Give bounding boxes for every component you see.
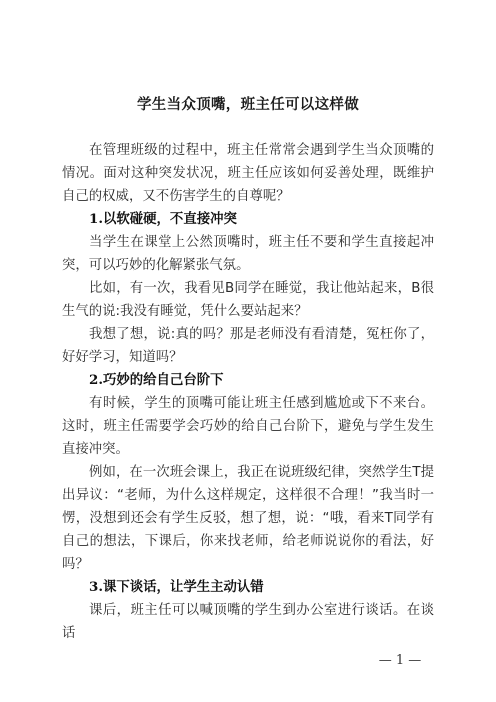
- paragraph: 课后，班主任可以喊顶嘴的学生到办公室进行谈话。在谈话: [62, 603, 434, 641]
- page-number: — 1 —: [378, 653, 422, 668]
- paragraph: 当学生在课堂上公然顶嘴时，班主任不要和学生直接起冲突，可以巧妙的化解紧张气氛。: [62, 235, 434, 273]
- paragraph: 例如，在一次班会课上，我正在说班级纪律，突然学生T提出异议：“老师，为什么这样规定，这样很不合理！”我当时一愣，没想到还会有学生反驳，想了想，说：“哦，看来T同学有自己的想法，下课后，你来找老师，给老师说说你的看法，好吗？: [62, 465, 434, 572]
- document-title: 学生当众顶嘴，班主任可以这样做: [137, 97, 359, 113]
- paragraph: 比如，有一次，我看见B同学在睡觉，我让他站起来，B很生气的说:我没有睡觉，凭什么要站起来？: [62, 281, 434, 319]
- paragraph: 在管理班级的过程中，班主任常常会遇到学生当众顶嘴的情况。面对这种突发状况，班主任应该如何妥善处理，既维护自己的权威，又不伤害学生的自尊呢？: [62, 143, 434, 204]
- paragraph: 有时候，学生的顶嘴可能让班主任感到尴尬或下不来台。这时，班主任需要学会巧妙的给自己台阶下，避免与学生发生直接冲突。: [62, 396, 434, 457]
- section-heading: 2.巧妙的给自己台阶下: [89, 372, 224, 388]
- paragraph: 我想了想，说:真的吗？那是老师没有看清楚，冤枉你了，好好学习，知道吗？: [62, 327, 434, 365]
- section-heading: 1.以软碰硬，不直接冲突: [89, 211, 237, 227]
- section-heading: 3.课下谈话，让学生主动认错: [89, 579, 264, 595]
- document-body: [62, 139, 434, 645]
